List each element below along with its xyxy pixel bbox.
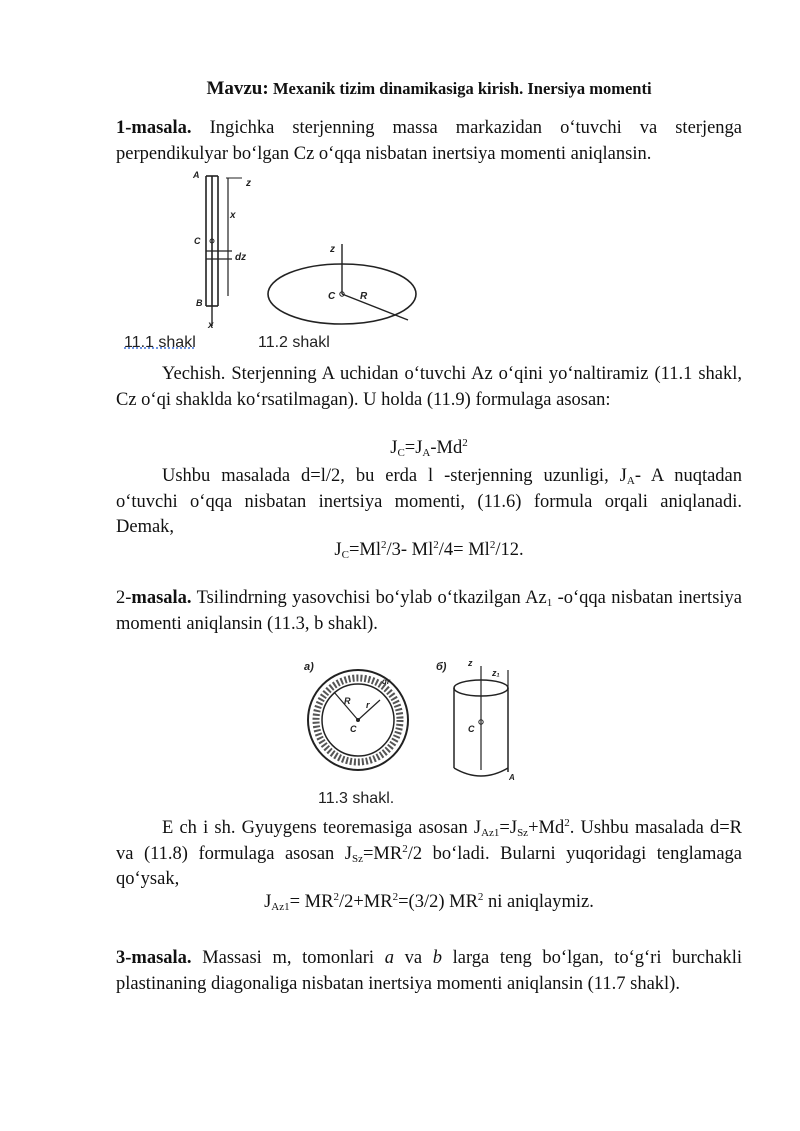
formula-jc: $J_C=J_A-Md^2$ xyxy=(390,437,468,459)
fig1-label-B: B xyxy=(196,298,203,308)
figure-11-3 xyxy=(296,652,536,792)
fig1-label-dz: dz xyxy=(235,252,247,263)
fig3-label-R: R xyxy=(344,696,351,706)
fig3-label-C2: C xyxy=(468,724,475,734)
fig1-label-z: z xyxy=(246,178,251,189)
formula-jc-result: $J_C=Ml^2/3-$ $Ml^2/4= Ml^2/12$. xyxy=(334,539,524,561)
problem1-statement xyxy=(116,116,742,167)
fig3-label-z1: z₁ xyxy=(492,668,500,678)
fig2-label-C: C xyxy=(328,291,336,302)
problem2-statement: 2-masala. Tsilindrning yasovchisi bo‘ylab o‘tkazilgan $Az_1$ -o‘qqa nisbatan inertsiya momenti aniqlansin (11.3, b shakl). xyxy=(116,588,742,634)
fig1-label-x: x xyxy=(230,210,236,221)
page-title xyxy=(116,78,742,100)
problem1-solution: Yechish. Sterjenning A uchidan o‘tuvchi Az o‘qini yo‘naltiramiz (11.1 shakl, Cz o‘qi shaklda ko‘rsatilmagan). U holda (11.9) formulaga asosan: xyxy=(116,364,742,410)
figure-11-2-disk xyxy=(262,236,422,328)
fig1-label-C: C xyxy=(194,236,201,246)
figure-11-3-caption: 11.3 shakl. xyxy=(318,790,395,807)
figure-11-2-caption: 11.2 shakl xyxy=(258,334,330,351)
problem1-label: 1-masala. xyxy=(116,118,192,138)
problem1-paragraph2: Ushbu masalada d=l/2, bu erda l -sterjenning uzunligi, $J_A-$ A nuqtadan o‘tuvchi o‘qqa nisbatan inertsiya momenti, (11.6) formula orqali aniqlanadi. Demak, xyxy=(116,466,743,537)
fig3-label-z: z xyxy=(468,658,473,668)
title-lead: Mavzu: xyxy=(206,78,269,99)
fig1-label-A: A xyxy=(193,170,200,180)
problem1-text: Ingichka sterjenning massa markazidan o‘tuvchi va sterjenga perpendikulyar bo‘lgan Cz o‘qqa nisbatan inertsiya momenti aniqlansin. xyxy=(116,118,743,164)
problem3-label: 3-masala. xyxy=(116,948,192,968)
fig3-label-r: r xyxy=(366,700,370,710)
fig2-label-z: z xyxy=(330,244,335,255)
fig3-label-A: A xyxy=(509,773,515,782)
figure-11-1-caption: 11.1 shakl xyxy=(124,334,196,351)
fig1-label-x-bottom: x xyxy=(208,320,214,331)
problem3-statement: 3-masala. Massasi m, tomonlari a va b larga teng bo‘lgan, to‘g‘ri burchakli plastinaning diagonaliga nisbatan inertsiya momenti aniqlansin (11.7 shakl). xyxy=(116,948,742,994)
problem2-solution: E ch i sh. Gyuygens teoremasiga asosan $J_{Az1}=J_{Sz}+Md^2$. Ushbu masalada d=R va (11.8) formulaga asosan $J_{Sz}=MR^2/2$ bo‘ladi. Bularni yuqoridagi tenglamaga qo‘ysak, xyxy=(116,817,743,889)
fig3-label-b: б) xyxy=(436,661,447,673)
figure-11-1-rod xyxy=(190,166,270,336)
fig2-label-R: R xyxy=(360,291,368,302)
fig3-label-dr: dr xyxy=(382,677,390,686)
fig3-label-a: a) xyxy=(304,661,314,673)
title-rest: Mexanik tizim dinamikasiga kirish. Inersiya momenti xyxy=(272,79,652,98)
formula-jaz1: $J_{Az1}= MR^2/2+MR^2=(3/2)$ $MR^2$ ni aniqlaymiz. xyxy=(264,891,594,913)
fig3-label-C: C xyxy=(350,724,357,734)
problem2-label: masala. xyxy=(131,588,192,608)
